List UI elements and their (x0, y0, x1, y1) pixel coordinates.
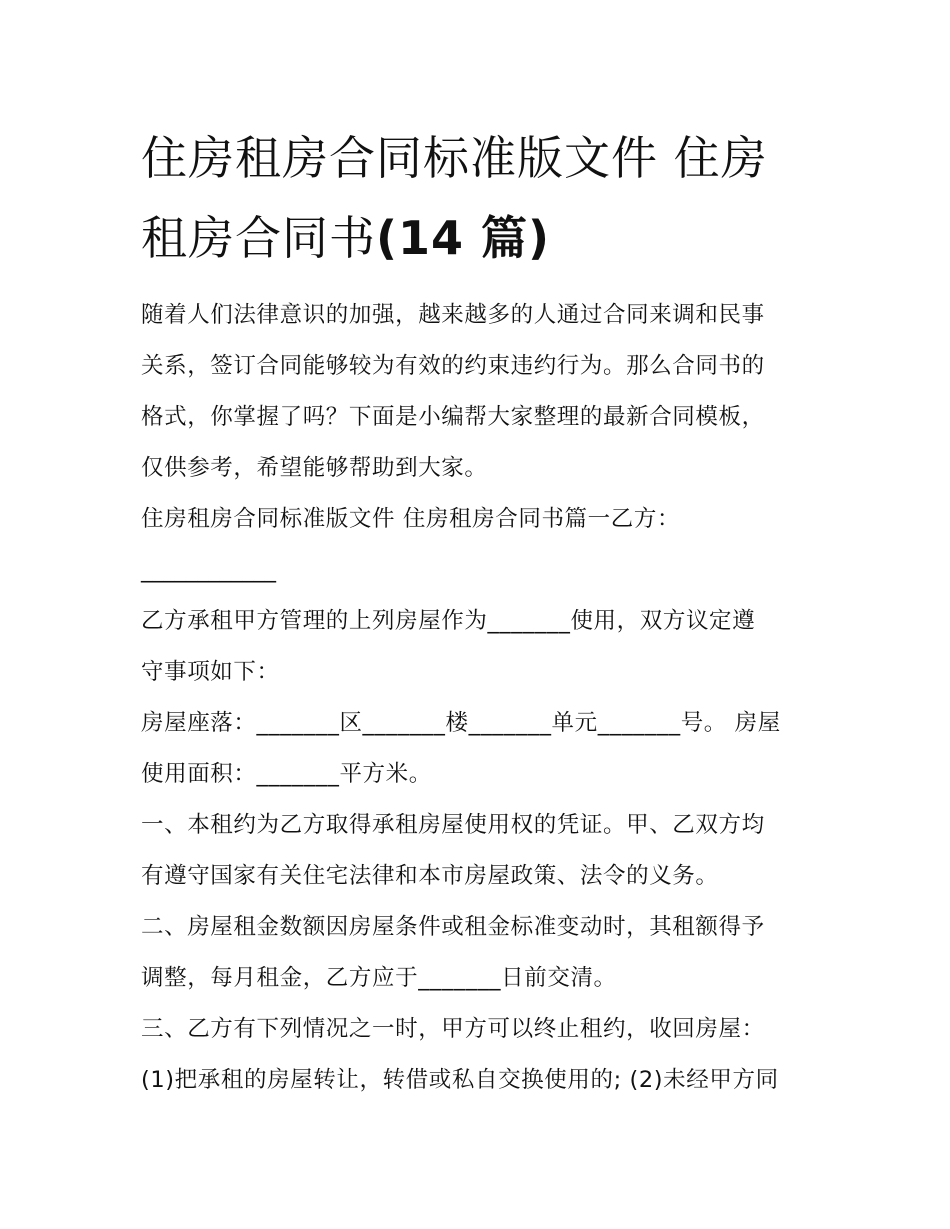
text-line: 房屋座落：_______区_______楼_______单元_______号。 房屋 (141, 710, 781, 736)
section-heading-line: 住房租房合同标准版文件 住房租房合同书篇一乙方： (141, 506, 681, 532)
clause-line: (1)把承租的房屋转让，转借或私自交换使用的; (2)未经甲方同 (141, 1067, 779, 1093)
text-line: 守事项如下： (141, 659, 280, 685)
text-line: 关系，签订合同能够较为有效的约束违约行为。那么合同书的 (141, 353, 765, 379)
clause-line: 二、房屋租金数额因房屋条件或租金标准变动时，其租额得予 (141, 914, 765, 940)
text-line: 格式，你掌握了吗？下面是小编帮大家整理的最新合同模板， (141, 404, 765, 430)
text-line: 随着人们法律意识的加强，越来越多的人通过合同来调和民事 (141, 302, 765, 328)
text-line: 仅供参考，希望能够帮助到大家。 (141, 455, 488, 481)
text-line: 使用面积：_______平方米。 (141, 761, 432, 787)
title-line-1: 住房租房合同标准版文件 住房 (141, 131, 768, 185)
title-line-2-count: (14 篇) (376, 211, 551, 265)
clause-line: 一、本租约为乙方取得承租房屋使用权的凭证。甲、乙双方均 (141, 812, 765, 838)
clause-line: 有遵守国家有关住宅法律和本市房屋政策、法令的义务。 (141, 863, 719, 889)
document-page (141, 118, 821, 1106)
text-line: 乙方承租甲方管理的上列房屋作为_______使用，双方议定遵 (141, 608, 756, 634)
document-title (141, 118, 821, 278)
title-line-2-prefix: 租房合同书 (141, 211, 376, 265)
clause-line: 调整，每月租金，乙方应于_______日前交清。 (141, 965, 617, 991)
clause-line: 三、乙方有下列情况之一时，甲方可以终止租约，收回房屋： (141, 1016, 765, 1042)
signature-blank-line: ____________ (141, 557, 276, 583)
